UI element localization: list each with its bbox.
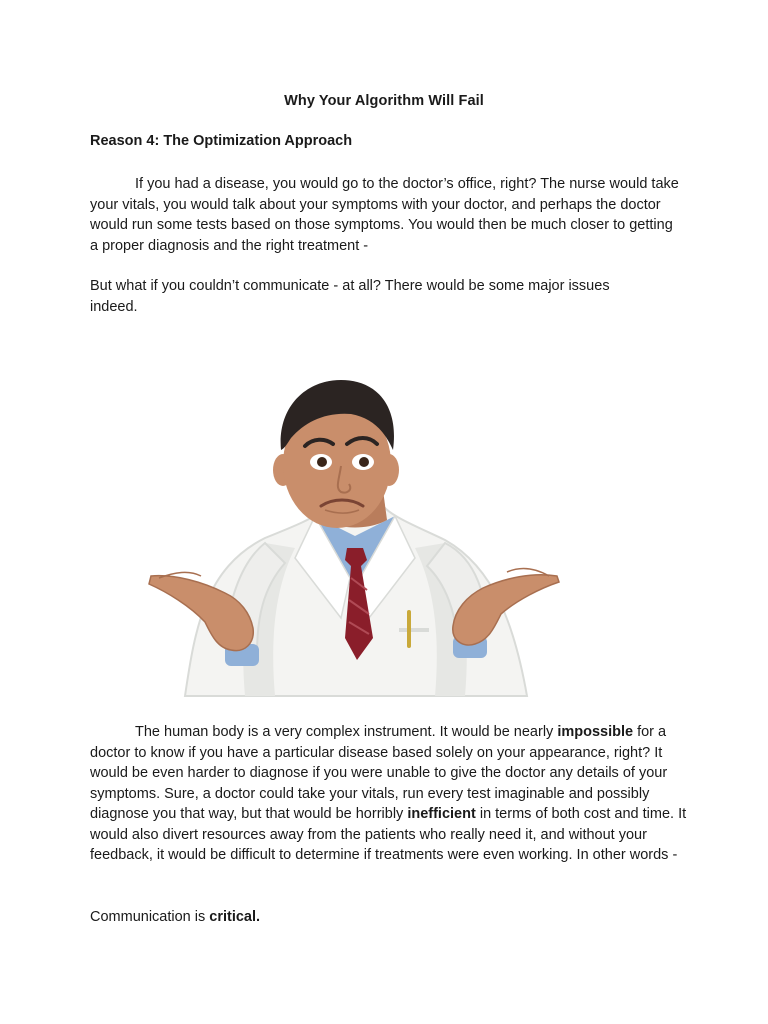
emphasis-critical: critical. [209,909,261,925]
emphasis-impossible: impossible [557,724,634,740]
paragraph-conclusion: Communication is critical. [90,909,261,925]
paragraph-complexity: The human body is a very complex instrument. It would be nearly impossible for a doctor to know if you have a particular disease based solely on your appearance, right? It would be even harder to diagnose if you were unable to give the doctor any details of your symptoms. Sure, a doctor could take your vitals, run every test imaginable and possibly diagnose you that way, but that would be horribly inefficient in terms of both cost and time. It would also divert resources away from the patients who really need it, and without your feedback, it would be difficult to determine if treatments were even working. In other words - [90,724,687,863]
doctor-shrugging-image [145,378,560,698]
section-heading: Reason 4: The Optimization Approach [90,133,353,149]
emphasis-inefficient: inefficient [407,806,476,822]
paragraph-intro: If you had a disease, you would go to the doctor’s office, right? The nurse would take your vitals, you would talk about your symptoms with your doctor, and perhaps the doctor would run some tests based on those symptoms. You would then be much closer to getting a proper diagnosis and the right treatment - [90,176,679,254]
paragraph-communication-question: But what if you couldn’t communicate - at all? There would be some major issues indeed. [90,278,610,315]
document-title: Why Your Algorithm Will Fail [284,93,484,109]
